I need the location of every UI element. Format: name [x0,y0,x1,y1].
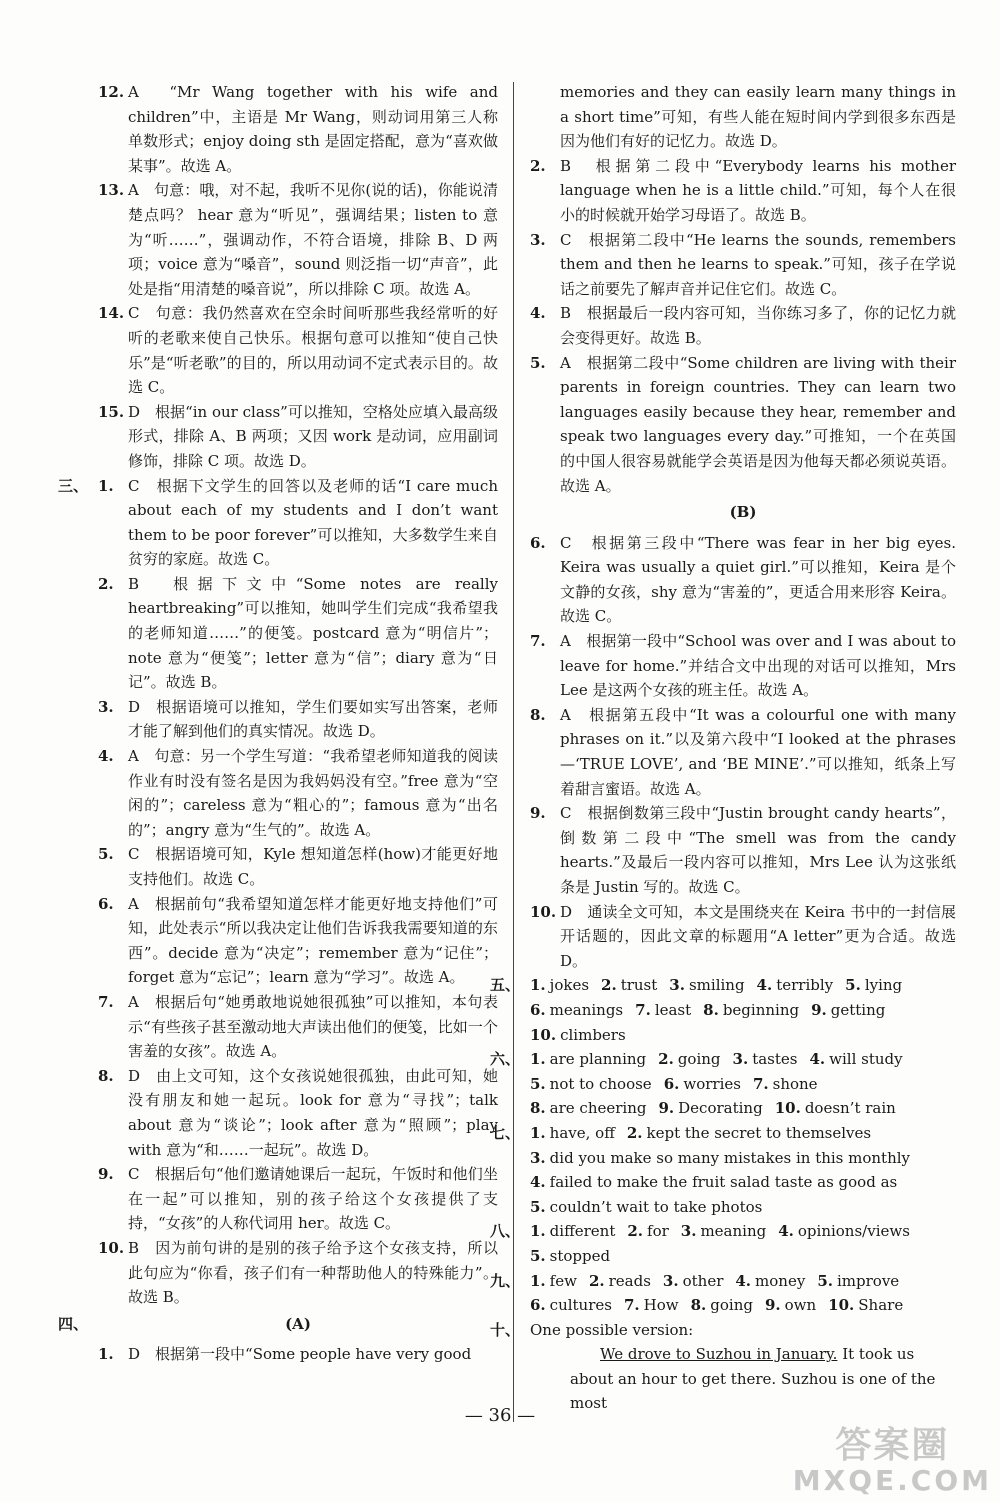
answer-word: different [549,1222,616,1241]
answer-number: 6. [663,1074,680,1093]
answer-key-item [735,1269,805,1294]
answer-explanation: A 句意：哦，对不起，我听不见你(说的话)，你能说清楚点吗？ hear 意为“听见”，强调结果；listen to 意为“听……”，强调动作，不符合语境，排除 B、D 两项；voice 意为“嗓音”，sound 则泛指一切“声音”，此处是指“用清楚的嗓音说”，所以排除 C 项。故选 A。 [128,181,498,298]
answer-key-item [845,973,902,998]
answer-explanation: D 通读全文可知，本文是围绕夹在 Keira 书中的一封信展开话题的，因此文章的标题用“A letter”更为合适。故选 D。 [560,902,956,970]
answer-number: 10. [98,1238,125,1257]
answer-word: have, off [549,1123,615,1142]
answer-number: 4. [735,1271,752,1290]
answer-word: Decorating [678,1099,763,1118]
answer-key-item [627,1219,668,1244]
answer-number: 8. [98,1066,114,1085]
answer-explanation: B 根据最后一段内容可知，当你练习多了，你的记忆力就会变得更好。故选 B。 [560,304,956,347]
answer-number: 4. [809,1050,826,1069]
answer-number: 9. [98,1165,114,1184]
answer-key-item [733,1047,798,1072]
answer-number: 9. [658,1099,675,1118]
answer-number: 3. [680,1222,697,1241]
answer-key-item [828,1293,903,1318]
answer-number: 6. [530,1296,546,1315]
answer-number: 7. [752,1074,769,1093]
answer-word: meanings [549,1000,624,1019]
answer-key-item [703,998,799,1023]
answer-key-section [490,1269,956,1318]
answer-number: 4. [530,1173,546,1192]
answer-item [98,572,498,695]
answer-item [530,154,956,228]
answer-word: Share [858,1296,904,1315]
answer-explanation: C 根据第二段中“He learns the sounds, remembers them and then he learns to speak.”可知，孩子在学说话之前要先了解声音并记住它们。故选 C。 [560,230,956,298]
answer-word: tastes [752,1050,798,1069]
watermark-line2: MXQE.COM [792,1464,992,1497]
answer-key-item [635,998,691,1023]
answer-number: 1. [530,976,546,995]
answer-explanation: A 根据第二段中“Some children are living with their parents in foreign countries. They can learn two languages easily because they hear, remember and speak two languages every day.”可推知，一个在英国的中国人很容易就能学会英语是因为他每天都必须说英语。故选 A。 [560,353,956,495]
answer-word: kept the secret to themselves [646,1123,872,1142]
watermark-line1: 答案圈 [835,1425,950,1466]
answer-explanation: C 根据下文学生的回答以及老师的话“I care much about each of my students and I don’t want them to be poor forever”可以推知，大多数学生来自贫穷的家庭。故选 C。 [128,476,498,569]
answer-number: 1. [98,476,114,495]
answer-key-item [669,973,744,998]
answer-item [98,892,498,990]
answer-number: 6. [98,894,114,913]
answer-item [530,301,956,350]
answer-key-item [817,1269,899,1294]
answer-word: did you make so many mistakes in this monthly [549,1148,911,1167]
answer-number: 10. [774,1099,801,1118]
answer-explanation: B 根据下文中“Some notes are really heartbreaking”可以推知，她叫学生们完成“我希望我的老师知道……”的便笺。postcard 意为“明信片”；note 意为“便笺”；letter 意为“信”；diary 意为“日记”。故选 B。 [128,574,498,692]
watermark-logo [793,1426,992,1496]
answer-word: beginning [722,1000,800,1019]
answer-item [58,474,498,572]
answer-key-item [753,1072,818,1097]
answer-word: jokes [549,976,590,995]
answer-number: 3. [530,1148,546,1167]
answer-word: smiling [688,976,745,995]
answer-word: for [647,1222,669,1241]
answer-number: 7. [98,992,114,1011]
answer-key-item [530,1219,615,1244]
answer-word: stopped [549,1246,611,1265]
answer-number: 7. [623,1296,640,1315]
answer-number: 4. [778,1222,794,1241]
answer-number: 5. [530,1197,546,1216]
answer-word: improve [837,1271,900,1290]
section-marker: 十、 [490,1320,521,1339]
section-marker: 八、 [490,1222,521,1241]
answer-word: trust [620,976,658,995]
answer-number: 1. [98,1345,114,1364]
answer-key-item [530,1244,610,1269]
answer-word: reads [608,1271,651,1290]
answer-key-item [530,1269,577,1294]
answer-number: 2. [627,1222,644,1241]
section-subheading-row [58,1312,498,1337]
answer-explanation: A 句意：另一个学生写道：“我希望老师知道我的阅读作业有时没有签名是因为我妈妈没有空。”free 意为“空闲的”；careless 意为“粗心的”；famous 意为“出名的”；angry 意为“生气的”。故选 A。 [128,747,498,839]
answer-key-item [530,1146,910,1171]
answer-key-item [627,1121,871,1146]
answer-word: least [654,1000,692,1019]
answer-key-item [530,1096,646,1121]
passage-label: (B) [729,503,757,522]
answer-key-item [691,1293,753,1318]
answer-key-item [530,973,589,998]
essay-heading: One possible version: [530,1320,694,1339]
answer-key-section [490,1047,956,1121]
answer-key-item [778,1219,910,1244]
answer-key-item [530,1293,612,1318]
answer-word: own [784,1296,817,1315]
answer-word: going [677,1050,721,1069]
answer-explanation: B 根据第二段中“Everybody learns his mother language when he is a little child.”可知，每个人在很小的时候就开始学习母语了。故选 B。 [560,156,956,224]
answer-explanation: D 根据第一段中“Some people have very good [128,1345,472,1364]
answer-number: 2. [98,574,114,593]
answer-item [530,228,956,302]
answer-key-item [775,1096,896,1121]
answer-item [98,744,498,842]
answer-number: 8. [530,1099,546,1118]
section-marker: 六、 [490,1050,521,1069]
answer-number: 3. [98,697,114,716]
page-number: — 36 — [464,1405,536,1426]
answer-item [98,842,498,891]
answer-item [530,703,956,801]
answer-item [530,531,956,629]
answer-word: other [682,1271,724,1290]
answer-number: 4. [530,304,546,323]
answer-number: 9. [764,1296,781,1315]
essay-topic-sentence: We drove to Suzhou in January. [600,1345,838,1364]
answer-item [530,801,956,899]
section-marker: 七、 [490,1123,521,1142]
answer-item [98,1064,498,1162]
answer-key-item [530,1121,615,1146]
answer-number: 5. [530,1074,546,1093]
answer-key-section [490,1219,956,1268]
answer-number: 3. [732,1050,749,1069]
answer-word: are planning [549,1050,647,1069]
answer-number: 14. [98,304,125,323]
answer-number: 9. [530,804,546,823]
answer-number: 4. [756,976,773,995]
answer-number: 12. [98,83,125,101]
answer-key-item [530,998,623,1023]
answer-item [98,178,498,301]
answer-number: 9. [811,1000,827,1019]
answer-item [98,695,498,744]
answer-word: cultures [549,1296,612,1315]
answer-number: 8. [703,1000,719,1019]
answer-word: going [710,1296,753,1315]
answer-item [98,301,498,399]
answer-word: will study [829,1050,903,1069]
answer-number: 3. [662,1271,679,1290]
answer-key-item [765,1293,816,1318]
answer-number: 2. [530,156,546,175]
answer-word: are cheering [549,1099,647,1118]
answer-number: 7. [635,1000,651,1019]
answer-key-item [658,1096,762,1121]
answer-key-section [490,1121,956,1219]
answer-key-item [757,973,834,998]
answer-number: 7. [530,632,546,651]
section-subheading-row [530,500,956,525]
answer-number: 5. [530,1246,546,1265]
section-marker: 五、 [490,976,521,995]
answer-number: 8. [530,705,546,724]
answer-word: money [755,1271,806,1290]
answer-word: couldn’t wait to take photos [549,1197,763,1216]
answer-key-item [658,1047,720,1072]
answer-explanation: C 根据倒数第三段中“Justin brought candy hearts”，倒数第二段中“The smell was from the candy hearts.”及最后一段内容可以推知，Mrs Lee 认为这张纸条是 Justin 写的。故选 C。 [560,804,956,896]
answer-number: 3. [530,230,546,249]
answer-number: 5. [817,1271,833,1290]
answer-word: worries [683,1074,741,1093]
answer-word: How [643,1296,679,1315]
answer-explanation: C 根据第三段中“There was fear in her big eyes. Keira was usually a quiet girl.”可以推知，Keira 是个文静的女孩，shy 意为“害羞的”，更适合用来形容 Keira。故选 C。 [560,533,956,626]
answer-continuation: memories and they can easily learn many things in a short time”可知，有些人能在短时间内学到很多东西是因为他们有好的记忆力。故选 D。 [560,83,956,151]
answer-key-item [664,1072,741,1097]
answer-key-item [530,1047,646,1072]
answer-number: 1. [530,1123,546,1142]
answer-word: climbers [560,1025,626,1044]
answer-word: failed to make the fruit salad taste as good as [549,1173,898,1192]
answer-item [530,900,956,974]
answer-key-item [530,1195,762,1220]
answer-explanation: D 根据“in our class”可以推知，空格处应填入最高级形式，排除 A、B 两项；又因 work 是动词，应用副词修饰，排除 C 项。故选 D。 [128,402,498,470]
answer-number: 10. [530,902,557,921]
answer-word: not to choose [549,1074,652,1093]
answer-number: 8. [690,1296,707,1315]
essay-section [490,1318,956,1343]
answer-explanation: B 因为前句讲的是别的孩子给予这个女孩支持，所以此句应为“你看，孩子们有一种帮助他人的特殊能力”。故选 B。 [128,1238,498,1307]
answer-number: 1. [530,1222,546,1241]
answer-word: doesn’t rain [804,1099,896,1118]
answer-word: few [549,1271,577,1290]
answer-word: shone [772,1074,818,1093]
answer-key-item [811,998,885,1023]
section-marker: 四、 [58,1314,89,1333]
answer-number: 1. [530,1271,546,1290]
answer-number: 5. [845,976,861,995]
answer-word: terribly [776,976,834,995]
answer-item [98,400,498,474]
answer-key-item [624,1293,679,1318]
right-column [490,80,956,1416]
answer-explanation: C 根据语境可知，Kyle 想知道怎样(how)才能更好地支持他们。故选 C。 [128,845,498,888]
answer-number: 5. [530,353,546,372]
answer-key-item [530,1023,626,1048]
answer-explanation: D 由上文可知，这个女孩说她很孤独，由此可知，她没有朋友和她一起玩。look for 意为“寻找”；talk about 意为“谈论”；look after 意为“照顾”；play with 意为“和……一起玩”。故选 D。 [128,1066,498,1159]
answer-explanation: D 根据语境可以推知，学生们要如实写出答案，老师才能了解到他们的真实情况。故选 D。 [128,697,498,741]
answer-key-item [601,973,657,998]
answer-word: lying [864,976,903,995]
answer-number: 13. [98,181,125,200]
passage-label: (A) [285,1314,311,1333]
answer-key-item [589,1269,651,1294]
answer-item [98,80,498,178]
answer-key-item [663,1269,723,1294]
answer-explanation: A “Mr Wang together with his wife and children”中，主语是 Mr Wang，则动词用第三人称单数形式；enjoy doing sth 是固定搭配，意为“喜欢做某事”。故选 A。 [128,83,498,175]
answer-number: 15. [98,402,125,421]
answer-explanation: A 根据第一段中“School was over and I was about to leave for home.”并结合文中出现的对话可以推知，Mrs Lee 是这两个女孩的班主任。故选 A。 [560,632,956,700]
section-marker: 三、 [58,476,89,495]
answer-word: opinions/views [797,1222,910,1241]
answer-number: 6. [530,533,546,552]
answer-item [530,351,956,499]
answer-explanation: A 根据第五段中“It was a colourful one with many phrases on it.”以及第六段中“I looked at the phrases—‘TRUE LOVE’, and ‘BE MINE’.”可以推知，纸条上写着甜言蜜语。故选 A。 [560,705,956,798]
answer-item [530,629,956,703]
answer-explanation: A 根据后句“她勇敢地说她很孤独”可以推知，本句表示“有些孩子甚至激动地大声读出他们的便笺，比如一个害羞的女孩”。故选 A。 [128,992,498,1061]
answer-key-section [490,973,956,1047]
answer-key-item [530,1072,652,1097]
answer-number: 10. [530,1025,557,1044]
answer-number: 1. [530,1050,546,1069]
answer-explanation: C 句意：我仍然喜欢在空余时间听那些我经常听的好听的老歌来使自己快乐。根据句意可以推知“使自己快乐”是“听老歌”的目的，所以用动词不定式表示目的。故选 C。 [128,304,498,397]
answer-number: 4. [98,747,114,766]
answer-number: 2. [658,1050,674,1069]
answer-item [98,1236,498,1310]
answer-item [98,1162,498,1236]
answer-number: 5. [98,845,114,864]
answer-key-item [530,1170,897,1195]
section-marker: 九、 [490,1271,521,1290]
answer-item [98,1342,498,1367]
answer-explanation: A 根据前句“我希望知道怎样才能更好地支持他们”可知，此处表示“所以我决定让他们告诉我我需要知道的东西”。decide 意为“决定”；remember 意为“记住”；forget 意为“忘记”；learn 意为“学习”。故选 A。 [128,894,498,987]
answer-number: 2. [601,976,617,995]
answer-item [98,990,498,1064]
answer-number: 3. [669,976,685,995]
left-column [58,80,498,1367]
answer-number: 2. [626,1123,643,1142]
answer-word: meaning [700,1222,767,1241]
answer-key-item [809,1047,902,1072]
essay-body: It took us about an hour to get there. Suzhou is one of the most [570,1345,936,1413]
answer-explanation: C 根据后句“他们邀请她课后一起玩，午饭时和他们坐在一起”可以推知，别的孩子给这个女孩提供了支持，“女孩”的人称代词用 her。故选 C。 [128,1165,498,1233]
answer-number: 10. [828,1296,855,1315]
page-number-value: 36 [488,1405,512,1426]
answer-number: 6. [530,1000,546,1019]
answer-number: 2. [588,1271,605,1290]
answer-key-item [681,1219,766,1244]
answer-word: getting [830,1000,886,1019]
